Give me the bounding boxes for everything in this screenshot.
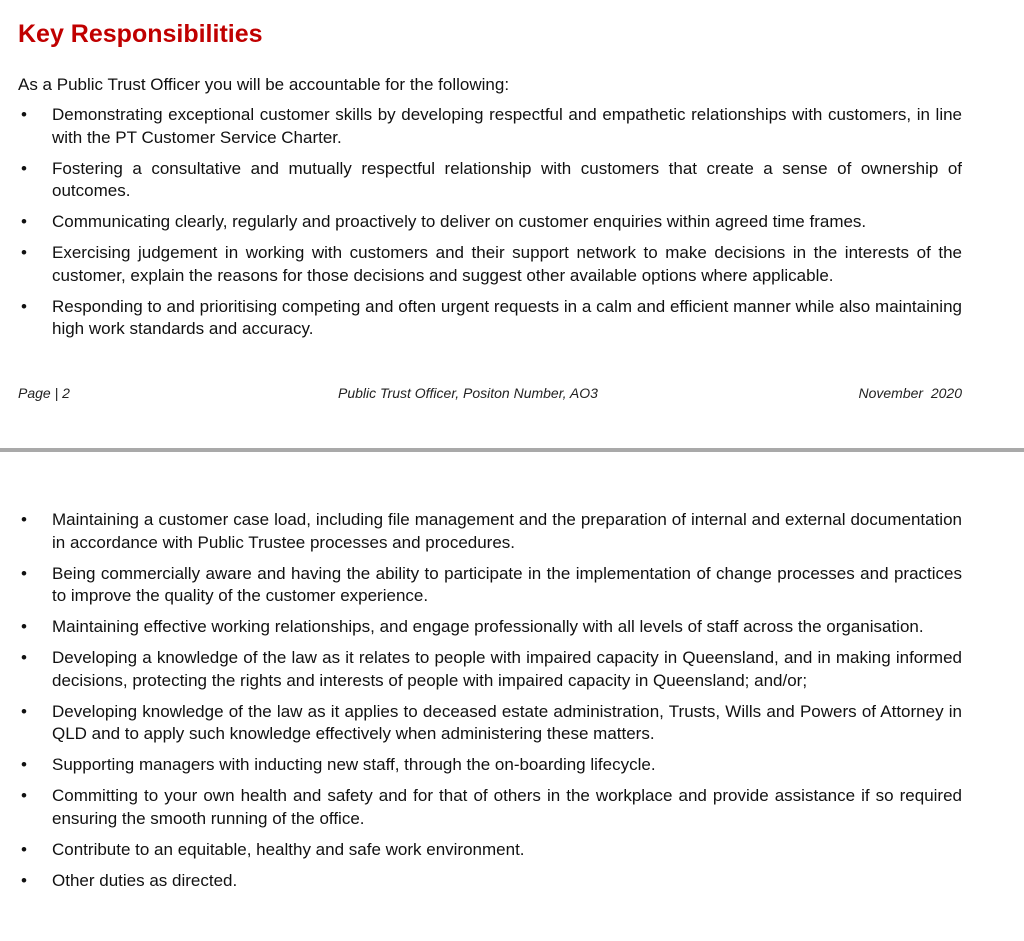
list-item: • Contribute to an equitable, healthy and safe work environment. bbox=[0, 839, 962, 862]
list-item: • Other duties as directed. bbox=[0, 870, 962, 893]
bullet-icon: • bbox=[21, 648, 27, 667]
list-item: • Committing to your own health and safety and for that of others in the workplace and provide assistance if so required ensuring the smooth running of the office. bbox=[0, 785, 962, 830]
list-item: • Being commercially aware and having the ability to participate in the implementation of change processes and practices to improve the quality of the customer experience. bbox=[0, 563, 962, 608]
bullet-icon: • bbox=[21, 786, 27, 805]
bullet-icon: • bbox=[21, 105, 27, 124]
footer-page-number: Page | 2 bbox=[18, 385, 70, 401]
bullet-icon: • bbox=[21, 839, 27, 859]
page-title: Key Responsibilities bbox=[18, 20, 263, 48]
list-item: • Demonstrating exceptional customer skills by developing respectful and empathetic relationships with customers, in line with the PT Customer Service Charter. bbox=[0, 104, 962, 149]
list-item: • Responding to and prioritising competing and often urgent requests in a calm and efficient manner while also maintaining high work standards and accuracy. bbox=[0, 296, 962, 341]
list-item: • Developing a knowledge of the law as it relates to people with impaired capacity in Queensland, and in making informed decisions, protecting the rights and interests of people with impaired capacity in Queensland; and/or; bbox=[0, 647, 962, 692]
bullet-icon: • bbox=[21, 870, 27, 890]
responsibilities-list-page-1 bbox=[0, 104, 962, 349]
list-item: • Fostering a consultative and mutually respectful relationship with customers that create a sense of ownership of outcomes. bbox=[0, 158, 962, 203]
list-item: • Supporting managers with inducting new staff, through the on-boarding lifecycle. bbox=[0, 754, 962, 777]
list-item: • Maintaining effective working relationships, and engage professionally with all levels of staff across the organisation. bbox=[0, 616, 962, 639]
intro-text: As a Public Trust Officer you will be accountable for the following: bbox=[18, 75, 510, 94]
page-footer bbox=[0, 385, 1024, 405]
bullet-icon: • bbox=[21, 243, 27, 262]
bullet-icon: • bbox=[21, 212, 27, 231]
document-page-1 bbox=[0, 0, 1024, 440]
bullet-icon: • bbox=[21, 296, 27, 316]
bullet-icon: • bbox=[21, 510, 27, 529]
list-item: • Developing knowledge of the law as it applies to deceased estate administration, Trusts, Wills and Powers of Attorney in QLD and to apply such knowledge effectively when administering these matters. bbox=[0, 701, 962, 746]
bullet-icon: • bbox=[21, 617, 27, 636]
list-item: • Maintaining a customer case load, including file management and the preparation of internal and external documentation in accordance with Public Trustee processes and procedures. bbox=[0, 509, 962, 554]
page-separator bbox=[0, 448, 1024, 452]
footer-date: November 2020 bbox=[858, 385, 962, 401]
bullet-icon: • bbox=[21, 755, 27, 774]
footer-document-title: Public Trust Officer, Positon Number, AO3 bbox=[338, 385, 598, 401]
responsibilities-list-page-2 bbox=[0, 509, 962, 901]
document-page-2 bbox=[0, 458, 1024, 941]
bullet-icon: • bbox=[21, 701, 27, 721]
list-item: • Communicating clearly, regularly and proactively to deliver on customer enquiries within agreed time frames. bbox=[0, 211, 962, 234]
bullet-icon: • bbox=[21, 563, 27, 583]
bullet-icon: • bbox=[21, 158, 27, 178]
list-item: • Exercising judgement in working with customers and their support network to make decisions in the interests of the customer, explain the reasons for those decisions and suggest other available options where applicable. bbox=[0, 242, 962, 287]
